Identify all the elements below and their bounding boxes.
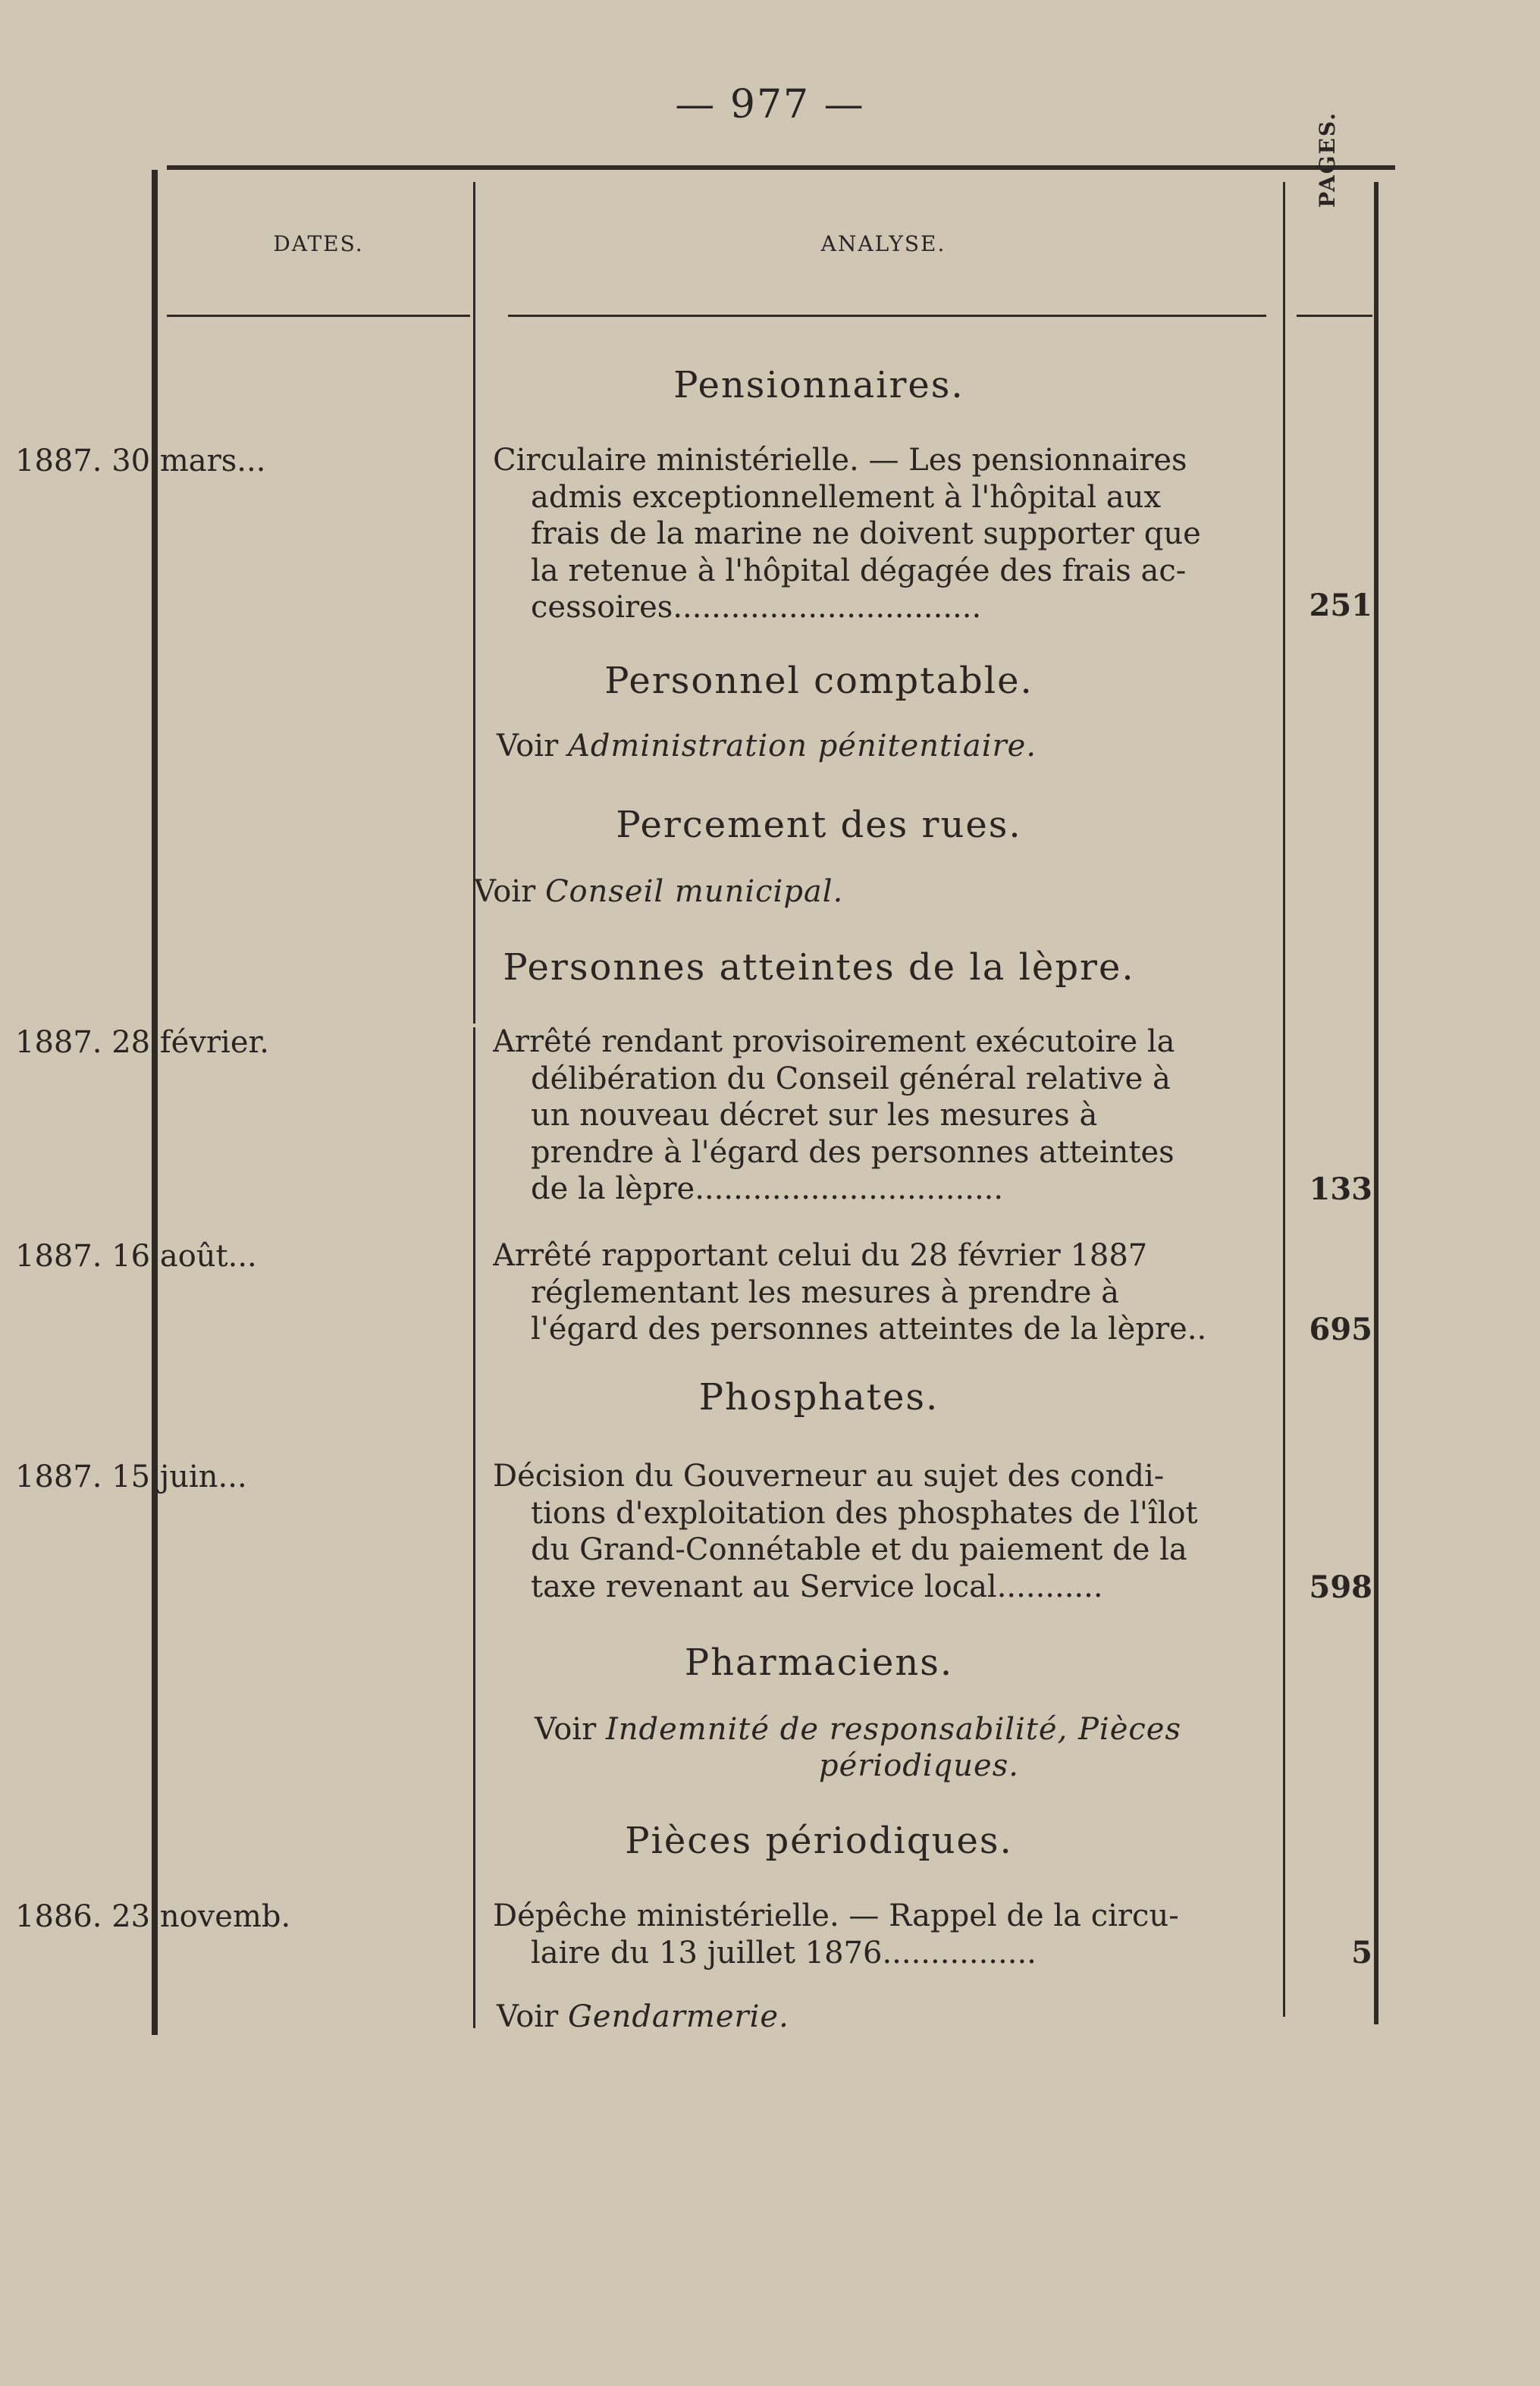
see-prefix: Voir	[497, 1999, 559, 2034]
entry-line: de la lèpre................................	[531, 1171, 1004, 1206]
see-target: Administration pénitentiaire.	[567, 729, 1037, 763]
section-title-pieces-periodiques: Pièces périodiques.	[625, 1820, 1013, 1862]
section-title-pensionnaires: Pensionnaires.	[673, 364, 964, 406]
entry-line: frais de la marine ne doivent supporter que	[531, 516, 1201, 551]
right-border-rule	[1374, 182, 1378, 2024]
section-title-pharmaciens: Pharmaciens.	[684, 1641, 954, 1684]
page-number: — 977 —	[675, 82, 865, 127]
see-target: périodiques.	[819, 1748, 1019, 1783]
header-dates: DATES.	[273, 231, 364, 256]
see-target: Gendarmerie.	[567, 1999, 789, 2034]
entry-line: prendre à l'égard des personnes atteintes	[531, 1134, 1175, 1170]
see-reference	[497, 728, 1037, 764]
entry-line: du Grand-Connétable et du paiement de la	[531, 1532, 1187, 1567]
header-bottom-rule-analyse	[508, 315, 1266, 317]
entry-line: cessoires................................	[531, 590, 982, 625]
entry-line: Dépêche ministérielle. — Rappel de la circu-	[493, 1898, 1179, 1933]
entry-line: tions d'exploitation des phosphates de l'îlot	[531, 1495, 1198, 1531]
entry-line: réglementant les mesures à prendre à	[531, 1275, 1120, 1310]
entry-text	[493, 1458, 1281, 1605]
entry-line: Arrêté rendant provisoirement exécutoire la	[493, 1024, 1175, 1059]
entry-line: la retenue à l'hôpital dégagée des frais ac-	[531, 553, 1187, 588]
see-reference	[535, 1711, 1181, 1748]
pages-divider-rule	[1283, 182, 1285, 2017]
entry-date: 1887. 16 août...	[15, 1239, 257, 1274]
entry-line: délibération du Conseil général relative à	[531, 1061, 1171, 1096]
section-title-percement-des-rues: Percement des rues.	[616, 804, 1022, 846]
entry-date: 1887. 15 juin...	[15, 1460, 247, 1494]
section-title-personnel-comptable: Personnel comptable.	[604, 660, 1033, 702]
entry-line: Circulaire ministérielle. — Les pensionnaires	[493, 443, 1187, 478]
entry-line: Arrêté rapportant celui du 28 février 1887	[493, 1238, 1148, 1273]
see-target: Conseil municipal.	[544, 874, 844, 909]
entry-page: 695	[1309, 1312, 1372, 1347]
section-title-personnes-lepre: Personnes atteintes de la lèpre.	[503, 946, 1135, 989]
entry-text	[493, 1237, 1281, 1348]
entry-page: 251	[1309, 588, 1372, 623]
entry-line: laire du 13 juillet 1876................	[531, 1935, 1037, 1971]
entry-line: admis exceptionnellement à l'hôpital aux	[531, 479, 1162, 515]
entry-line: Décision du Gouverneur au sujet des condi-	[493, 1459, 1165, 1494]
header-bottom-rule-pages	[1297, 315, 1372, 317]
entry-date: 1887. 28 février.	[15, 1025, 269, 1060]
entry-line: taxe revenant au Service local...........	[531, 1569, 1103, 1604]
see-reference	[497, 1999, 789, 2035]
entry-page: 598	[1309, 1569, 1372, 1605]
dates-divider-rule	[473, 1027, 475, 2028]
header-bottom-rule-dates	[167, 315, 470, 317]
see-prefix: Voir	[497, 729, 559, 763]
entry-text	[493, 1898, 1281, 1971]
see-prefix: Voir	[474, 874, 536, 909]
entry-line: un nouveau décret sur les mesures à	[531, 1098, 1098, 1133]
entry-page: 5	[1351, 1935, 1372, 1971]
see-target: Indemnité de responsabilité, Pièces	[605, 1712, 1181, 1747]
see-reference-continued	[819, 1748, 1019, 1784]
entry-date: 1887. 30 mars...	[15, 444, 266, 478]
entry-page: 133	[1309, 1171, 1372, 1207]
header-pages: PAGES.	[1314, 111, 1340, 208]
top-rule	[167, 165, 1395, 170]
entry-text	[493, 442, 1281, 626]
see-reference	[474, 873, 843, 910]
entry-date: 1886. 23 novemb.	[15, 1899, 291, 1934]
section-title-phosphates: Phosphates.	[698, 1376, 939, 1419]
header-analyse: ANALYSE.	[820, 231, 946, 256]
see-prefix: Voir	[535, 1712, 597, 1747]
entry-text	[493, 1024, 1281, 1208]
entry-line: l'égard des personnes atteintes de la lèpre..	[531, 1312, 1207, 1347]
